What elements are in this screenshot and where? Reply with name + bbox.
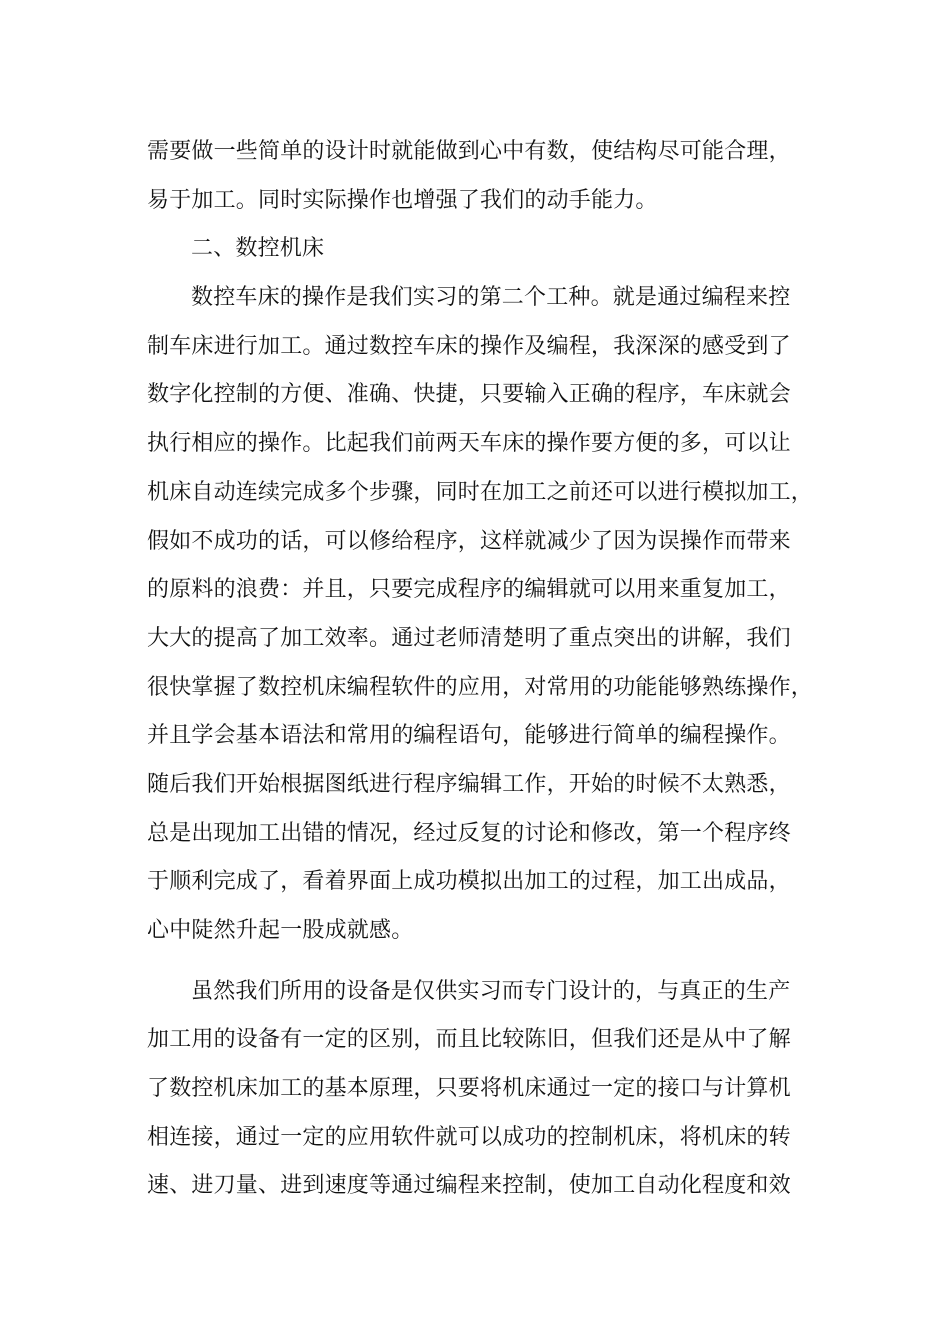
- text-line: 假如不成功的话，可以修给程序，这样就减少了因为误操作而带来: [147, 528, 791, 554]
- text-line: 的原料的浪费：并且，只要完成程序的编辑就可以用来重复加工，: [147, 577, 791, 603]
- section-heading: [147, 225, 827, 274]
- text-line: 很快掌握了数控机床编程软件的应用，对常用的功能能够熟练操作，: [147, 674, 814, 700]
- text-line: 机床自动连续完成多个步骤，同时在加工之前还可以进行模拟加工，: [147, 479, 814, 505]
- text-line: 于顺利完成了，看着界面上成功模拟出加工的过程，加工出成品，: [147, 869, 791, 895]
- text-line: 数字化控制的方便、准确、快捷，只要输入正确的程序，车床就会: [147, 382, 791, 408]
- text-line: 大大的提高了加工效率。通过老师清楚明了重点突出的讲解，我们: [147, 625, 791, 651]
- text-line: 相连接，通过一定的应用软件就可以成功的控制机床，将机床的转: [147, 1124, 791, 1150]
- text-line: 易于加工。同时实际操作也增强了我们的动手能力。: [147, 187, 658, 213]
- document-body: [147, 128, 827, 1211]
- text-line: 总是出现加工出错的情况，经过反复的讨论和修改，第一个程序终: [147, 820, 791, 846]
- paragraph-2: [147, 274, 827, 956]
- text-line: 速、进刀量、进到速度等通过编程来控制，使加工自动化程度和效: [147, 1173, 791, 1199]
- text-line: 需要做一些简单的设计时就能做到心中有数，使结构尽可能合理，: [147, 139, 791, 164]
- heading-text: 二、数控机床: [191, 236, 325, 262]
- paragraph-3: [147, 968, 827, 1211]
- text-line: 并且学会基本语法和常用的编程语句，能够进行简单的编程操作。: [147, 723, 791, 749]
- text-line: 制车床进行加工。通过数控车床的操作及编程，我深深的感受到了: [147, 333, 791, 359]
- text-line: 执行相应的操作。比起我们前两天车床的操作要方便的多，可以让: [147, 431, 791, 457]
- text-line: 随后我们开始根据图纸进行程序编辑工作，开始的时候不太熟悉，: [147, 771, 791, 797]
- text-line: 了数控机床加工的基本原理，只要将机床通过一定的接口与计算机: [147, 1076, 791, 1102]
- text-line: 虽然我们所用的设备是仅供实习而专门设计的，与真正的生产: [191, 978, 791, 1004]
- text-line: 加工用的设备有一定的区别，而且比较陈旧，但我们还是从中了解: [147, 1027, 791, 1053]
- text-line: 心中陡然升起一股成就感。: [147, 918, 414, 943]
- text-line: 数控车床的操作是我们实习的第二个工种。就是通过编程来控: [191, 285, 791, 311]
- paragraph-gap: [147, 956, 827, 968]
- paragraph-1: [147, 128, 827, 225]
